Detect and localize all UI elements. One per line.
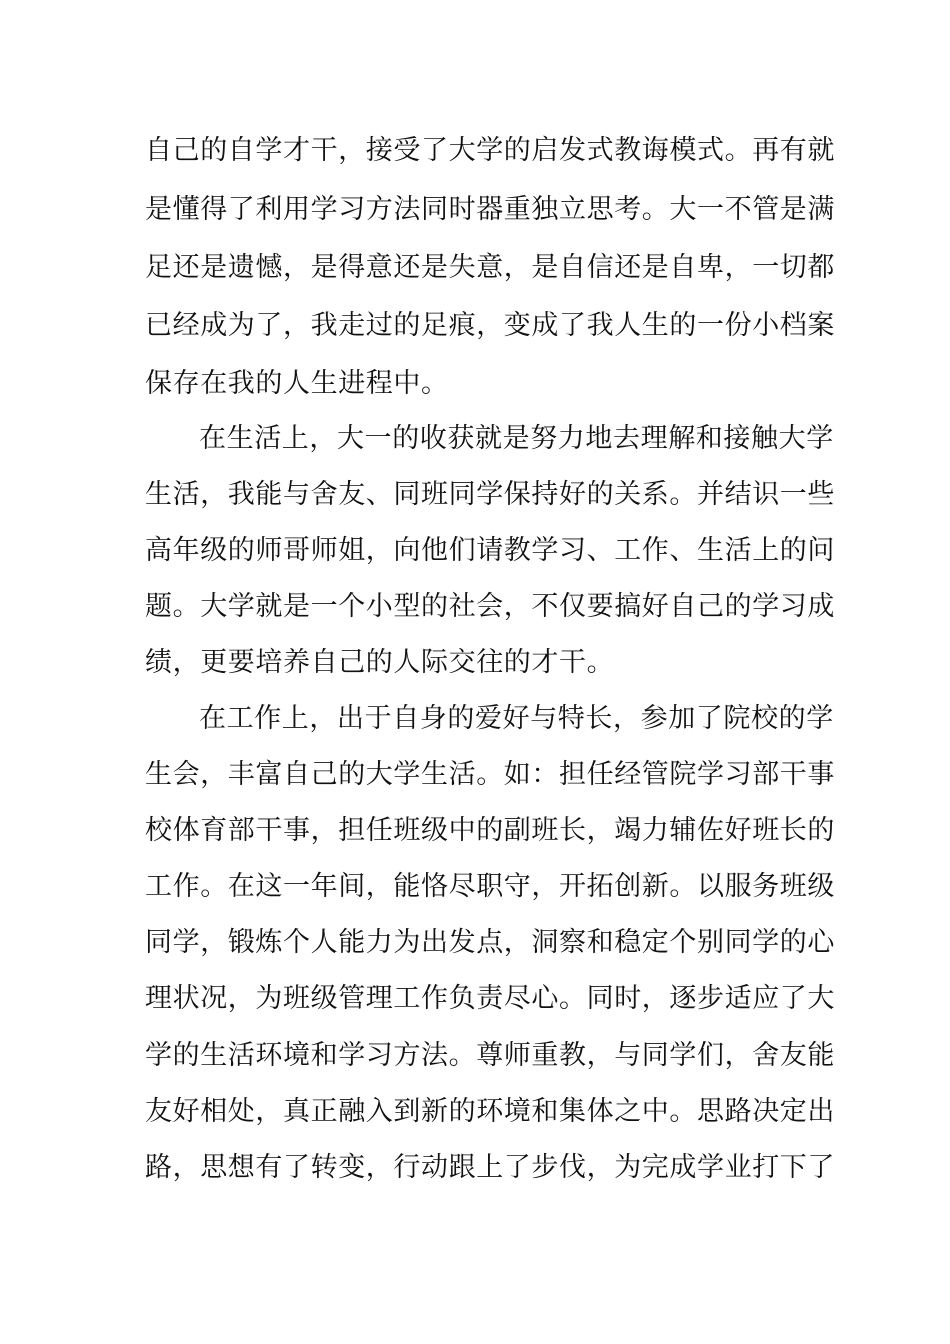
text-line: 校体育部干事，担任班级中的副班长，竭力辅佐好班长的 xyxy=(145,815,835,846)
text-line: 保存在我的人生进程中。 xyxy=(145,368,449,399)
text-line: 学的生活环境和学习方法。尊师重教，与同学们，舍友能 xyxy=(145,1040,835,1071)
text-line: 生会，丰富自己的大学生活。如：担任经管院学习部干事 xyxy=(145,759,835,790)
text-line: 友好相处，真正融入到新的环境和集体之中。思路决定出 xyxy=(145,1096,835,1127)
text-line: 已经成为了，我走过的足痕，变成了我人生的一份小档案 xyxy=(145,310,835,341)
paragraph-first-line: 在生活上，大一的收获就是努力地去理解和接触大学 xyxy=(199,423,834,454)
text-line: 工作。在这一年间，能恪尽职守，开拓创新。以服务班级 xyxy=(145,871,835,902)
text-line: 理状况，为班级管理工作负责尽心。同时，逐步适应了大 xyxy=(145,983,835,1014)
text-line: 题。大学就是一个小型的社会，不仅要搞好自己的学习成 xyxy=(145,591,835,622)
paragraph-first-line: 在工作上，出于自身的爱好与特长，参加了院校的学 xyxy=(199,703,834,734)
text-line: 高年级的师哥师姐，向他们请教学习、工作、生活上的问 xyxy=(145,535,835,566)
text-line: 生活，我能与舍友、同班同学保持好的关系。并结识一些 xyxy=(145,479,835,510)
text-line: 绩，更要培养自己的人际交往的才干。 xyxy=(145,647,615,678)
text-line: 路，思想有了转变，行动跟上了步伐，为完成学业打下了 xyxy=(145,1152,835,1183)
text-line: 自己的自学才干，接受了大学的启发式教诲模式。再有就 xyxy=(145,135,835,166)
text-line: 同学，锻炼个人能力为出发点，洞察和稳定个别同学的心 xyxy=(145,927,835,958)
text-line: 足还是遗憾，是得意还是失意，是自信还是自卑，一切都 xyxy=(145,252,835,283)
text-line: 是懂得了利用学习方法同时器重独立思考。大一不管是满 xyxy=(145,194,835,225)
